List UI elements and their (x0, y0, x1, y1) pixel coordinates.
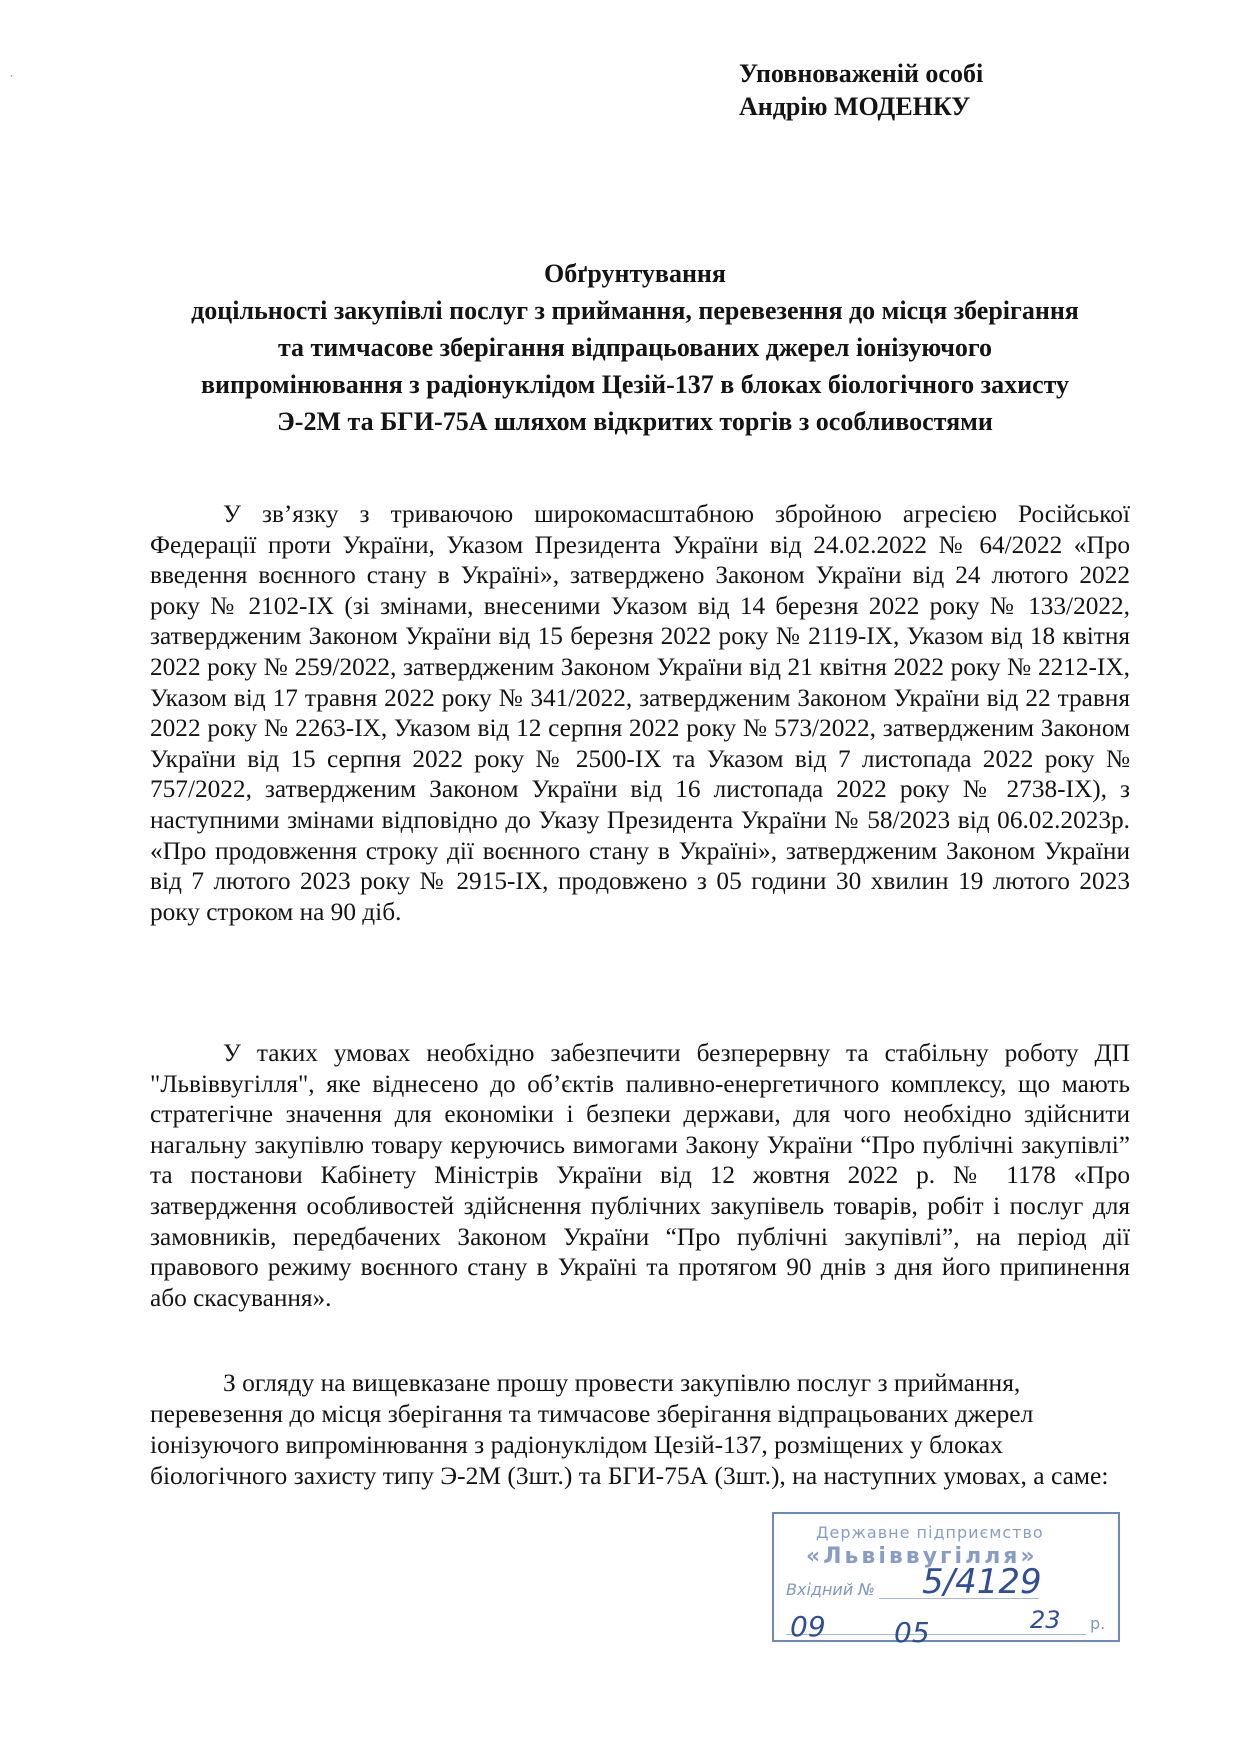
body-paragraph-3: З огляду на вищевказане прошу провести закупівлю послуг з приймання, перевезення до місця зберігання та тимчасове зберігання відпрацьованих джерел іонізуючого випромінювання з радіонуклідом Цезій-137, розміщених у блоках біологічного захисту типу Э-2М (3шт.) та БГИ-75А (3шт.), на наступних умовах, а саме: (150, 1368, 1109, 1490)
body-paragraph-1: У зв’язку з триваючою широкомасштабною збройною агресією Російської Федерації проти України, Указом Президента України від 24.02.2022 № 64/2022 «Про введення воєнного стану в Україні», затверджено Законом України від 24 лютого 2022 року № 2102-IX (зі змінами, внесеними Указом від 14 березня 2022 року № 133/2022, затвердженим Законом України від 15 березня 2022 року № 2119-IX, Указом від 18 квітня 2022 року № 259/2022, затвердженим Законом України від 21 квітня 2022 року № 2212-IX, Указом від 17 травня 2022 року № 341/2022, затвердженим Законом України від 22 травня 2022 року № 2263-IX, Указом від 12 серпня 2022 року № 573/2022, затвердженим Законом України від 15 серпня 2022 року № 2500-IX та Указом від 7 листопада 2022 року № 757/2022, затвердженим Законом України від 16 листопада 2022 року № 2738-IX), з наступними змінами відповідно до Указу Президента України № 58/2023 від 06.02.2023р. «Про продовження строку дії воєнного стану в Україні», затвердженим Законом України від 7 лютого 2023 року № 2915-IX, продовжено з 05 години 30 хвилин 19 лютого 2023 року строком на 90 діб. (150, 500, 1130, 926)
stamp-incoming-number: 5/4129 (922, 1562, 1042, 1602)
scan-mark: ˙ (8, 74, 15, 90)
document-title (140, 255, 1130, 440)
stamp-year: 23 (1030, 1606, 1061, 1634)
title-line-3: та тимчасове зберігання відпрацьованих джерел іонізуючого (277, 333, 993, 362)
title-line-2: доцільності закупівлі послуг з приймання, перевезення до місця зберігання (191, 296, 1079, 325)
incoming-registration-stamp (772, 1512, 1120, 1649)
title-line-1: Обґрунтування (544, 259, 726, 288)
stamp-date-line (786, 1634, 1086, 1635)
title-line-4: випромінювання з радіонуклідом Цезій-137 в блоках біологічного захисту (200, 370, 1070, 399)
stamp-org-line: Державне підприємство (816, 1523, 1044, 1542)
stamp-year-suffix: р. (1090, 1614, 1106, 1633)
stamp-day: 09 (790, 1610, 826, 1643)
title-line-5: Э-2М та БГИ-75А шляхом відкритих торгів з особливостями (277, 407, 993, 436)
body-paragraph-2: У таких умовах необхідно забезпечити безперервну та стабільну роботу ДП "Львіввугілля", яке віднесено до об’єктів паливно-енергетичного комплексу, що мають стратегічне значення для економіки і безпеки держави, для чого необхідно здійснити нагальну закупівлю товару керуючись вимогами Закону України “Про публічні закупівлі” та постанови Кабінету Міністрів України від 12 жовтня 2022 р. № 1178 «Про затвердження особливостей здійснення публічних закупівель товарів, робіт і послуг для замовників, передбачених Законом України “Про публічні закупівлі”, на період дії правового режиму воєнного стану в Україні та протягом 90 днів з дня його припинення або скасування». (150, 1039, 1130, 1312)
addressee-name: Андрію МОДЕНКУ (739, 92, 971, 121)
addressee-block (739, 57, 983, 123)
stamp-month: 05 (894, 1616, 930, 1649)
stamp-org-name: «Львіввугілля» (806, 1544, 1038, 1569)
addressee-position: Уповноваженій особі (739, 59, 984, 88)
stamp-incoming-label: Вхідний № (786, 1580, 875, 1599)
